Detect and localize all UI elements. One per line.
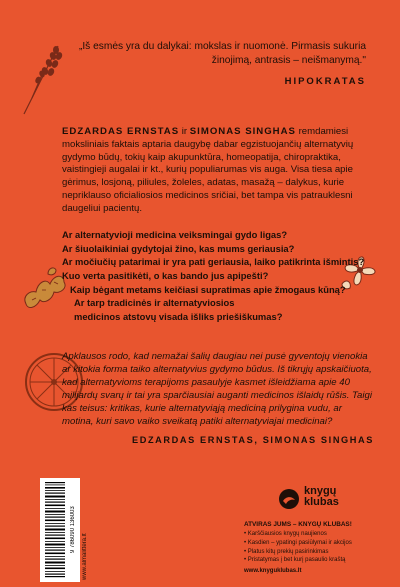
lavender-illustration bbox=[18, 40, 68, 118]
survey-text: Apklausos rodo, kad nemažai šalių daugiau nei pusė gyventojų vienokia ar kitokia forma taiko alternatyvius gydymo būdus. Iš tikrųjų apskaičiuota, kad alternatyvioms terapijoms pasaulyje kasmet išleidžiama apie 40 milijardų svarų ir tai yra sparčiausiai auganti medicinos išlaidų rūšis. Taigi kas teisus: kritikas, kurie alternatyviąją mediciną prilygina vudu, ar motina, kuri savo vaiko sveikatą patiki alternatyviajai medicinai? bbox=[62, 351, 372, 428]
logo-line-1: knygų bbox=[304, 485, 337, 497]
author-conjunction: ir bbox=[181, 126, 188, 137]
question-item: Ar alternatyvioji medicina veiksmingai gydo ligas? bbox=[62, 229, 288, 240]
epigraph-quote bbox=[66, 40, 366, 88]
intro-paragraph bbox=[62, 126, 372, 215]
question-item: medicinos atstovų visada išliks priešiškumas? bbox=[74, 310, 283, 322]
book-club-logo-icon bbox=[278, 488, 300, 510]
intro-text: remdamiesi moksliniais faktais aptaria daugybę dabar egzistuojančių alternatyvių gydymo būdų, tokių kaip akupunktūra, homeopatija, chiropraktika, vaistingieji augalai ir kt., kurių populiarumas vis auga. Visa tiesa apie gėrimus, losjoną, piliules, žoleles, adatas, masažą – dalykus, kurie nepriklauso oficialiosios medicinos sričiai, bet tampa vis patrauklesni daugeliui pacientų. bbox=[62, 126, 354, 214]
quote-author: HIPOKRATAS bbox=[284, 75, 366, 87]
publisher-url-vertical[interactable]: www.almalittera.lt bbox=[82, 533, 88, 580]
question-item: Kaip bėgant metams keičiasi supratimas apie žmogaus kūną? bbox=[70, 283, 346, 295]
logo-line-2: klubas bbox=[304, 496, 339, 508]
club-benefits-list bbox=[244, 530, 384, 565]
isbn-barcode bbox=[40, 478, 80, 582]
question-item: Ar močiučių patarimai ir yra pati geriausia, laiko patikrinta išmintis? bbox=[62, 256, 365, 268]
author-name-2: SIMONAS SINGHAS bbox=[189, 126, 296, 137]
survey-paragraph bbox=[62, 350, 374, 447]
knygu-klubas-logo bbox=[278, 482, 348, 520]
club-title: ATVIRAS JUMS – KNYGŲ KLUBAS! bbox=[244, 521, 352, 528]
question-item: Ar šiuolaikiniai gydytojai žino, kas mums geriausia? bbox=[62, 242, 295, 254]
questions-list bbox=[62, 228, 365, 323]
club-benefit-item: • Platus kitų prekių pasirinkimas bbox=[244, 548, 384, 557]
club-info bbox=[244, 520, 384, 576]
barcode-digits: 9 786090 136003 bbox=[70, 506, 76, 554]
author-name-1: EDZARDAS ERNSTAS bbox=[62, 126, 180, 137]
club-benefit-item: • Kasdien – ypatingi pasiūlymai ir akcijos bbox=[244, 539, 384, 548]
question-item: Kuo verta pasitikėti, o kas bando jus apipešti? bbox=[62, 269, 269, 281]
authors-signature: EDZARDAS ERNSTAS, SIMONAS SINGHAS bbox=[131, 435, 374, 446]
club-benefit-item: • Karščiausios knygų naujienos bbox=[244, 530, 384, 539]
quote-text: „Iš esmės yra du dalykai: mokslas ir nuomonė. Pirmasis sukuria žinojimą, antrasis – neišmanymą." bbox=[78, 41, 366, 67]
club-url-link[interactable]: www.knyguklubas.lt bbox=[244, 568, 302, 575]
logo-text bbox=[304, 486, 339, 508]
barcode-bars bbox=[44, 482, 70, 578]
question-item: Ar tarp tradicinės ir alternatyviosios bbox=[74, 297, 235, 309]
club-benefit-item: • Pristatymas į bet kurį pasaulio kraštą bbox=[244, 556, 384, 565]
